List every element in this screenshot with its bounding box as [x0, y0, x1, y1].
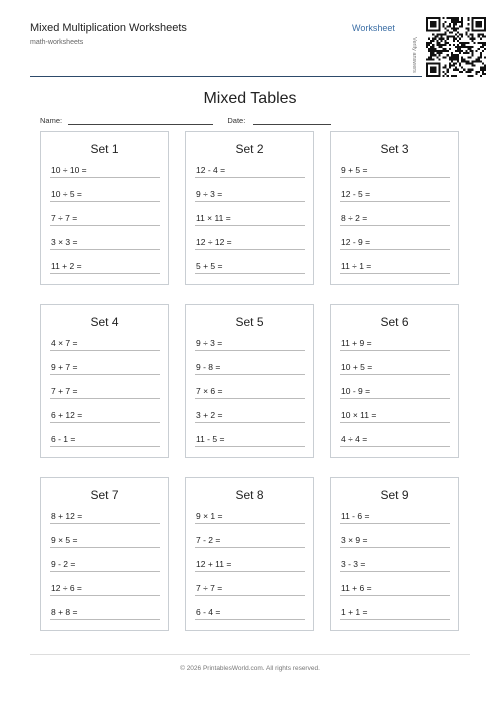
problem-row[interactable]	[50, 533, 160, 548]
problem-row[interactable]	[50, 408, 160, 423]
set-title: Set 7	[90, 488, 119, 502]
name-field[interactable]	[68, 116, 213, 125]
header-subtitle: math-worksheets	[30, 39, 84, 46]
problem-row[interactable]	[195, 557, 305, 572]
problem-row[interactable]	[195, 235, 305, 250]
problem-row[interactable]	[340, 408, 450, 423]
footer-copyright: © 2026 PrintablesWorld.com. All rights reserved.	[180, 665, 320, 672]
set-title: Set 6	[380, 315, 409, 329]
problem-text: 11 - 6 =	[341, 511, 370, 521]
set-title: Set 8	[235, 488, 264, 502]
set-title: Set 9	[380, 488, 409, 502]
problem-row[interactable]	[50, 384, 160, 399]
problem-row[interactable]	[340, 336, 450, 351]
footer-divider	[30, 654, 470, 655]
problem-text: 8 + 12 =	[51, 511, 83, 521]
problem-text: 3 × 9 =	[341, 535, 368, 545]
problem-text: 10 ÷ 5 =	[51, 189, 82, 199]
problem-text: 9 - 8 =	[196, 362, 221, 372]
problem-row[interactable]	[50, 557, 160, 572]
problem-row[interactable]	[195, 432, 305, 447]
problem-row[interactable]	[50, 211, 160, 226]
name-date-row	[40, 116, 331, 125]
set-title: Set 3	[380, 142, 409, 156]
problem-text: 3 - 3 =	[341, 559, 366, 569]
problem-text: 5 + 5 =	[196, 261, 223, 271]
problem-row[interactable]	[195, 187, 305, 202]
problem-set-card	[185, 477, 314, 631]
page-header	[30, 18, 470, 78]
problem-text: 10 × 11 =	[341, 410, 377, 420]
problem-row[interactable]	[50, 163, 160, 178]
problem-row[interactable]	[195, 581, 305, 596]
problem-text: 10 - 9 =	[341, 386, 371, 396]
problem-set-card	[330, 304, 459, 458]
problem-row[interactable]	[340, 360, 450, 375]
set-title: Set 1	[90, 142, 119, 156]
verify-answers-text: Verify answers	[411, 37, 417, 73]
problem-row[interactable]	[50, 360, 160, 375]
problem-text: 9 × 5 =	[51, 535, 78, 545]
problem-text: 8 ÷ 2 =	[341, 213, 368, 223]
problem-row[interactable]	[195, 211, 305, 226]
problem-set-card	[330, 131, 459, 285]
problem-text: 11 - 5 =	[196, 434, 225, 444]
worksheet-title: Mixed Tables	[203, 90, 297, 107]
problem-text: 12 ÷ 6 =	[51, 583, 82, 593]
set-title: Set 2	[235, 142, 264, 156]
problem-row[interactable]	[50, 581, 160, 596]
problem-row[interactable]	[340, 187, 450, 202]
problem-text: 12 - 9 =	[341, 237, 371, 247]
problem-row[interactable]	[50, 336, 160, 351]
problem-row[interactable]	[340, 432, 450, 447]
problem-text: 12 - 4 =	[196, 165, 226, 175]
problem-text: 7 - 2 =	[196, 535, 221, 545]
problem-text: 6 - 4 =	[196, 607, 221, 617]
problem-row[interactable]	[340, 509, 450, 524]
problem-text: 9 - 2 =	[51, 559, 76, 569]
problem-row[interactable]	[340, 384, 450, 399]
problem-text: 3 + 2 =	[196, 410, 223, 420]
problem-text: 10 ÷ 10 =	[51, 165, 87, 175]
problem-row[interactable]	[50, 235, 160, 250]
problem-text: 11 + 6 =	[341, 583, 372, 593]
problem-set-card	[40, 477, 169, 631]
problem-row[interactable]	[340, 605, 450, 620]
problem-text: 1 + 1 =	[341, 607, 368, 617]
problem-row[interactable]	[340, 557, 450, 572]
problem-row[interactable]	[195, 360, 305, 375]
date-label: Date:	[227, 116, 246, 125]
qr-code-icon[interactable]	[426, 17, 486, 77]
name-label: Name:	[40, 116, 63, 125]
problem-text: 7 × 6 =	[196, 386, 223, 396]
problem-row[interactable]	[50, 432, 160, 447]
problem-text: 11 + 9 =	[341, 338, 372, 348]
problem-row[interactable]	[340, 259, 450, 274]
problem-row[interactable]	[195, 533, 305, 548]
problem-row[interactable]	[195, 509, 305, 524]
problem-row[interactable]	[195, 163, 305, 178]
problem-text: 9 + 5 =	[341, 165, 368, 175]
problem-row[interactable]	[195, 336, 305, 351]
problem-row[interactable]	[340, 163, 450, 178]
problem-set-card	[185, 131, 314, 285]
problem-row[interactable]	[340, 533, 450, 548]
problem-text: 7 + 7 =	[51, 386, 78, 396]
problem-text: 4 ÷ 4 =	[341, 434, 368, 444]
problem-row[interactable]	[195, 384, 305, 399]
problem-row[interactable]	[340, 211, 450, 226]
worksheet-link[interactable]: Worksheet	[352, 23, 395, 33]
problem-set-card	[40, 304, 169, 458]
problem-set-card	[40, 131, 169, 285]
problem-set-card	[330, 477, 459, 631]
problem-text: 11 ÷ 1 =	[341, 261, 372, 271]
problem-text: 12 + 11 =	[196, 559, 232, 569]
problem-text: 11 × 11 =	[196, 213, 231, 223]
problem-text: 7 ÷ 7 =	[51, 213, 78, 223]
problem-text: 7 ÷ 7 =	[196, 583, 223, 593]
problem-row[interactable]	[50, 187, 160, 202]
problem-row[interactable]	[195, 408, 305, 423]
problem-text: 8 + 8 =	[51, 607, 78, 617]
problem-text: 9 ÷ 3 =	[196, 338, 223, 348]
problem-row[interactable]	[195, 605, 305, 620]
problem-text: 4 × 7 =	[51, 338, 78, 348]
set-title: Set 4	[90, 315, 119, 329]
header-divider	[30, 76, 422, 77]
header-title: Mixed Multiplication Worksheets	[30, 22, 187, 34]
problem-row[interactable]	[50, 509, 160, 524]
problem-row[interactable]	[50, 605, 160, 620]
problem-row[interactable]	[195, 259, 305, 274]
problem-row[interactable]	[340, 581, 450, 596]
problem-set-card	[185, 304, 314, 458]
problem-text: 6 - 1 =	[51, 434, 76, 444]
problem-text: 6 + 12 =	[51, 410, 83, 420]
problem-row[interactable]	[340, 235, 450, 250]
problem-text: 10 + 5 =	[341, 362, 373, 372]
problem-text: 9 × 1 =	[196, 511, 223, 521]
problem-text: 12 ÷ 12 =	[196, 237, 232, 247]
problem-text: 12 - 5 =	[341, 189, 371, 199]
problem-text: 11 + 2 =	[51, 261, 82, 271]
problem-text: 9 ÷ 3 =	[196, 189, 223, 199]
set-title: Set 5	[235, 315, 264, 329]
problem-text: 3 × 3 =	[51, 237, 78, 247]
date-field[interactable]	[253, 116, 331, 125]
problem-row[interactable]	[50, 259, 160, 274]
problem-text: 9 + 7 =	[51, 362, 78, 372]
